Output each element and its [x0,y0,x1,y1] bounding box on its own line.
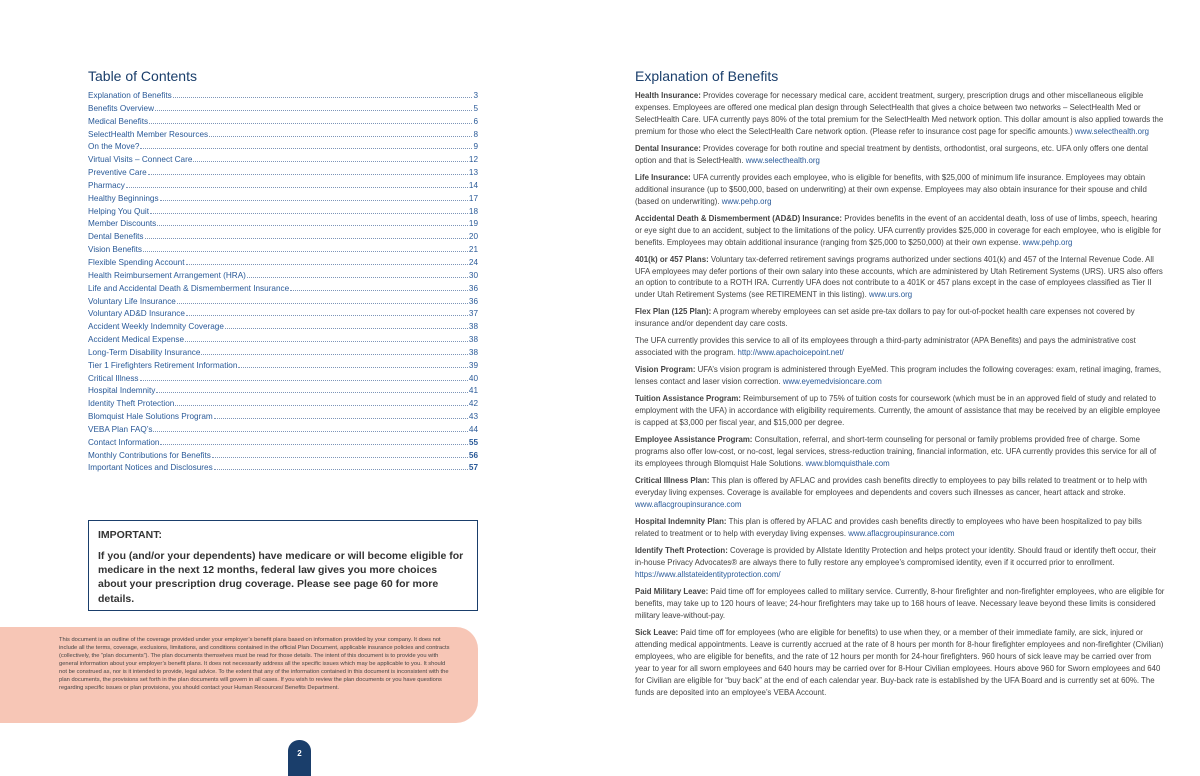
toc-entry-page: 8 [473,129,478,139]
benefit-text: UFA’s vision program is administered through EyeMed. This program includes the following coverages: exam, retinal imaging, frames, lenses contact and laser vision correction. [635,365,1162,387]
toc-entry[interactable] [88,244,478,257]
toc-entry-title: Tier 1 Firefighters Retirement Information [88,360,238,370]
toc-leader-dots [186,315,468,316]
toc-entry[interactable] [88,180,478,193]
toc-entry[interactable] [88,385,478,398]
toc-entry-title: Voluntary AD&D Insurance [88,309,185,319]
benefit-text: This plan is offered by AFLAC and provides cash benefits directly to employees who have been hospitalized to pay bills related to treatment or to help with everyday living expenses. [635,517,1142,539]
benefit-paragraph [635,254,1165,302]
toc-leader-dots [238,367,467,368]
benefit-paragraph [635,143,1165,167]
toc-leader-dots [201,354,467,355]
toc-entry[interactable] [88,296,478,309]
toc-entry[interactable] [88,90,478,103]
toc-leader-dots [160,444,467,445]
explanation-title: Explanation of Benefits [635,68,779,84]
toc-entry-page: 13 [468,168,478,178]
toc-list [88,90,478,475]
toc-leader-dots [225,328,468,329]
toc-entry-page: 36 [468,296,478,306]
benefit-paragraph [635,627,1165,698]
toc-leader-dots [153,431,467,432]
toc-entry-title: Important Notices and Disclosures [88,463,213,473]
toc-entry-title: Long-Term Disability Insurance [88,347,201,357]
toc-entry-title: Helping You Quit [88,206,149,216]
toc-leader-dots [177,303,468,304]
toc-entry-title: Preventive Care [88,168,147,178]
benefit-link[interactable]: http://www.apachoicepoint.net/ [737,348,844,358]
benefit-paragraph [635,213,1165,249]
toc-entry[interactable] [88,462,478,475]
toc-entry-title: Voluntary Life Insurance [88,296,176,306]
toc-entry-title: Contact Information [88,437,160,447]
benefit-link[interactable]: www.aflacgroupinsurance.com [848,529,955,539]
benefit-text: Reimbursement of up to 75% of tuition costs for coursework (which must be in an approved field of study and related to employment with the UFA) in accordance with eligibility requirements. Currently, the amount of assistance that may be received by an eligible employee is capped at $3,000 per fiscal year, and $15,000 per degree. [635,394,1161,428]
toc-leader-dots [175,405,468,406]
benefit-paragraph [635,545,1165,581]
toc-entry-page: 41 [468,386,478,396]
toc-entry-page: 44 [468,424,478,434]
important-body: If you (and/or your dependents) have medicare or will become eligible for medicare in the next 12 months, federal law gives you more choices about your prescription drug coverage. Please see page 60 for more details. [98,550,464,605]
benefit-paragraph [635,393,1165,429]
toc-entry-page: 5 [473,103,478,113]
toc-leader-dots [140,380,468,381]
benefit-paragraph [635,335,1165,359]
toc-entry[interactable] [88,398,478,411]
benefit-paragraph [635,364,1165,388]
toc-entry[interactable] [88,141,478,154]
toc-entry-page: 30 [468,270,478,280]
toc-section [88,68,478,475]
toc-entry-page: 9 [473,142,478,152]
toc-leader-dots [155,110,472,111]
benefit-text: Paid time off for employees (who are eligible for benefits) to use when they, or a member of their immediate family, are sick, injured or attending medical appointments. Leave is currently accrued at the rate of 8 hours per month for 8-hour firefighter employees and non-firefighter (Civilian) employees, who are eligible for benefits, and the rate of 12 hours per month for 24-hour firefighters. 960 hours of sick leave may be carried over from year to year for all sworn employees and 640 hours may be carried over for 8-Hour Civilian employees. Hours above 960 for Sworn employees and 640 for Civilian are eligible for “buy back” at the end of each calendar year. Buy-back rate is established by the UFA Board and is currently set at 60%. The funds are deposited into an employee’s VEBA Account. [635,627,1164,697]
benefit-paragraph [635,475,1165,511]
benefit-link[interactable]: www.pehp.org [721,196,772,206]
toc-entry[interactable] [88,437,478,450]
toc-entry[interactable] [88,450,478,463]
benefit-label: Critical Illness Plan: [635,476,710,486]
toc-leader-dots [148,174,468,175]
toc-entry[interactable] [88,103,478,116]
important-notice-box [88,520,478,611]
toc-entry-page: 38 [468,322,478,332]
toc-leader-dots [173,97,473,98]
benefit-label: Accidental Death & Dismemberment (AD&D) Insurance: [635,213,843,223]
benefit-text: Provides benefits in the event of an accidental death, loss of use of limbs, speech, hearing or eye sight due to an accident, subject to the limitations of the policy. UFA currently provides $25,000 in coverage for each employee, who is eligible for benefits. Employees may obtain additional insurance (ranging from $25,000 to $250,000) at their own expense. [635,213,1162,247]
toc-entry-title: Life and Accidental Death & Dismemberment Insurance [88,283,290,293]
toc-entry[interactable] [88,129,478,142]
benefit-text: This plan is offered by AFLAC and provides cash benefits directly to employees to pay bills related to treatment or to help with everyday living expenses. Coverage is available for employees and dependents and covers such illnesses as cancer, heart attack and stroke. [635,476,1147,498]
toc-entry-page: 36 [468,283,478,293]
toc-entry[interactable] [88,154,478,167]
toc-entry-title: Critical Illness [88,373,139,383]
toc-entry-page: 56 [468,450,478,460]
toc-entry-title: Flexible Spending Account [88,257,185,267]
benefit-text: Coverage is provided by Allstate Identity Protection and helps protect your identity. Should fraud or identify theft occur, their in-house Privacy Advocates® are always there to fully restore any employee’s compromised identity, even if it occurred prior to enrollment. [635,546,1157,568]
toc-entry-title: Accident Medical Expense [88,335,185,345]
toc-entry-title: On the Move? [88,142,140,152]
benefit-label: Dental Insurance: [635,143,701,153]
toc-entry[interactable] [88,218,478,231]
benefit-text: Paid time off for employees called to military service. Currently, 8-hour firefighter and non-firefighter employees, who are eligible for benefits, may take up to 120 hours of leave; 24-hour firefighters may take up to 168 hours of leave. Necessary leave beyond these limits is considered military leave-without-pay. [635,587,1165,620]
explanation-body [635,90,1165,698]
toc-leader-dots [290,290,468,291]
toc-entry-page: 24 [468,257,478,267]
toc-entry[interactable] [88,193,478,206]
toc-entry-page: 42 [468,399,478,409]
benefit-label: Health Insurance: [635,91,701,100]
disclaimer-notice: This document is an outline of the coverage provided under your employer’s benefit plans based on information provided by your company. It does not include all the terms, coverage, exclusions, limitations, and conditions contained in the official Plan Document, applicable insurance policies and contracts (collectively, the “plan documents”). The plan documents themselves must be read for those details. The intent of this document is to provide you with general information about your employer’s benefit plans. It does not necessarily address all the specific issues which may be applicable to you. It should not be construed as, nor is it intended to provide, legal advice. To the extent that any of the information contained in this document is inconsistent with the plan documents, the provisions set forth in the plan documents will govern in all cases. If you wish to review the plan documents or you have questions regarding specific issues or plan provisions, you should contact your Human Resources/ Benefits Department. [0,627,478,723]
toc-leader-dots [145,238,468,239]
toc-entry-page: 55 [468,437,478,447]
benefit-text: Consultation, referral, and short-term counseling for personal or family problems provided free of charge. Some programs also offer low-cost, or no-cost, legal services, stress-reduction training, financial information, etc. UFA currently provides this service for all of its employees through Blomquist Hale Solutions. [635,435,1157,469]
toc-entry-page: 6 [473,116,478,126]
toc-entry[interactable] [88,424,478,437]
benefit-label: Paid Military Leave: [635,587,709,597]
toc-entry[interactable] [88,347,478,360]
toc-leader-dots [186,264,468,265]
benefit-paragraph [635,586,1165,622]
toc-entry-title: Healthy Beginnings [88,193,159,203]
benefit-label: Vision Program: [635,365,696,375]
toc-entry-page: 40 [468,373,478,383]
benefit-link[interactable]: www.aflacgroupinsurance.com [635,500,742,510]
toc-leader-dots [193,161,468,162]
toc-entry[interactable] [88,270,478,283]
toc-entry-title: Member Discounts [88,219,157,229]
toc-leader-dots [126,187,468,188]
benefit-link[interactable]: https://www.allstateidentityprotection.com/ [635,569,781,579]
toc-entry-title: Pharmacy [88,180,125,190]
explanation-section [635,68,1165,704]
toc-entry-page: 38 [468,335,478,345]
benefit-link[interactable]: www.eyemedvisioncare.com [782,377,882,387]
toc-entry-title: VEBA Plan FAQ’s [88,424,153,434]
toc-entry-title: Hospital Indemnity [88,386,156,396]
benefit-label: Employee Assistance Program: [635,435,753,445]
toc-entry-title: Medical Benefits [88,116,149,126]
toc-leader-dots [156,392,468,393]
toc-entry-title: Vision Benefits [88,245,143,255]
toc-leader-dots [140,148,472,149]
benefit-link[interactable]: www.urs.org [868,290,913,300]
toc-entry[interactable] [88,308,478,321]
benefit-label: Life Insurance: [635,172,691,182]
benefit-paragraph [635,90,1165,138]
benefit-link[interactable]: www.selecthealth.org [745,155,820,165]
toc-entry-page: 43 [468,412,478,422]
toc-entry-page: 37 [468,309,478,319]
toc-entry[interactable] [88,167,478,180]
toc-entry-page: 39 [468,360,478,370]
toc-entry-title: Health Reimbursement Arrangement (HRA) [88,270,246,280]
toc-entry-page: 12 [468,155,478,165]
toc-entry-page: 20 [468,232,478,242]
toc-leader-dots [214,418,468,419]
benefit-label: 401(k) or 457 Plans: [635,254,709,264]
toc-entry[interactable] [88,116,478,129]
toc-entry-page: 19 [468,219,478,229]
toc-entry[interactable] [88,206,478,219]
toc-entry[interactable] [88,257,478,270]
toc-entry-page: 21 [468,245,478,255]
toc-entry-title: Virtual Visits – Connect Care [88,155,193,165]
benefit-paragraph [635,306,1165,330]
toc-leader-dots [212,457,468,458]
benefit-paragraph [635,172,1165,208]
toc-title: Table of Contents [88,68,197,84]
benefit-text: Provides coverage for necessary medical care, accident treatment, surgery, prescription drugs and other miscellaneous eligible expenses. Employees are offered one medical plan design through SelectHealth that gives a choice between two networks – SelectHealth Med or SelectHealth Care. UFA currently pays 80% of the total premium for the SelectHealth Med network option. This dollar amount is also applied towards the premium for those who elect the SelectHealth Care network option. (Please refer to insurance cost page for specific amounts.) [635,91,1164,136]
toc-entry-title: Benefits Overview [88,103,154,113]
toc-entry-page: 57 [468,463,478,473]
benefit-label: Flex Plan (125 Plan): [635,307,712,317]
toc-leader-dots [157,225,468,226]
toc-entry[interactable] [88,321,478,334]
benefit-paragraph [635,434,1165,470]
toc-entry-title: Dental Benefits [88,232,144,242]
toc-entry-title: Blomquist Hale Solutions Program [88,412,213,422]
benefit-text: The UFA currently provides this service to all of its employees through a third-party administrator (APA Benefits) and pays the administrative cost associated with the program. [635,336,1136,358]
toc-entry[interactable] [88,373,478,386]
toc-entry-title: Monthly Contributions for Benefits [88,450,211,460]
toc-entry[interactable] [88,283,478,296]
toc-entry-title: SelectHealth Member Resources [88,129,209,139]
benefit-link[interactable]: www.selecthealth.org [1074,126,1150,136]
page-number: 2 [288,740,311,776]
toc-entry-page: 14 [468,180,478,190]
toc-leader-dots [150,213,468,214]
toc-entry-page: 3 [473,91,478,100]
benefit-text: Voluntary tax-deferred retirement savings programs authorized under sections 401(k) and 457 of the Internal Revenue Code. All UFA employees may defer portions of their own salary into these accounts, which are administered by Utah Retirement Systems (URS). URS also offers an option to contribute to a ROTH IRA. Currently UFA does not contribute to a 401K or 457 plans except in the case of employees classified as Tier II under Utah Retirement Systems (see RETIREMENT in this listing). [635,254,1163,300]
important-heading: IMPORTANT: [98,529,162,541]
toc-entry-page: 18 [468,206,478,216]
benefit-label: Sick Leave: [635,627,679,637]
toc-entry-page: 17 [468,193,478,203]
benefit-link[interactable]: www.blomquisthale.com [805,459,890,469]
benefit-paragraph [635,516,1165,540]
toc-entry-title: Identity Theft Protection [88,399,175,409]
benefit-label: Identify Theft Protection: [635,546,728,556]
toc-entry[interactable] [88,360,478,373]
toc-leader-dots [214,469,468,470]
benefit-text: UFA currently provides each employee, who is eligible for benefits, with $25,000 of minimum life insurance. Employees may obtain additional insurance (up to $500,000, based on underwriting) at their own expense. Employees may also obtain insurance for their spouse and child (based on underwriting). [635,172,1147,206]
toc-entry-page: 38 [468,347,478,357]
toc-entry[interactable] [88,334,478,347]
toc-leader-dots [143,251,468,252]
benefit-text: A program whereby employees can set aside pre-tax dollars to pay for out-of-pocket health care expenses not covered by insurance and/or dependent day care costs. [635,307,1135,329]
toc-leader-dots [149,123,472,124]
toc-leader-dots [209,136,472,137]
benefit-label: Tuition Assistance Program: [635,394,741,404]
toc-leader-dots [185,341,468,342]
toc-entry[interactable] [88,411,478,424]
toc-leader-dots [247,277,468,278]
toc-entry-title: Explanation of Benefits [88,91,172,100]
benefit-label: Hospital Indemnity Plan: [635,517,727,527]
toc-entry-title: Accident Weekly Indemnity Coverage [88,322,224,332]
toc-entry[interactable] [88,231,478,244]
benefit-link[interactable]: www.pehp.org [1022,237,1073,247]
toc-leader-dots [160,200,468,201]
benefit-text: Provides coverage for both routine and special treatment by dentists, orthodontist, oral surgeons, etc. UFA only offers one dental option and that is SelectHealth. [635,143,1149,165]
